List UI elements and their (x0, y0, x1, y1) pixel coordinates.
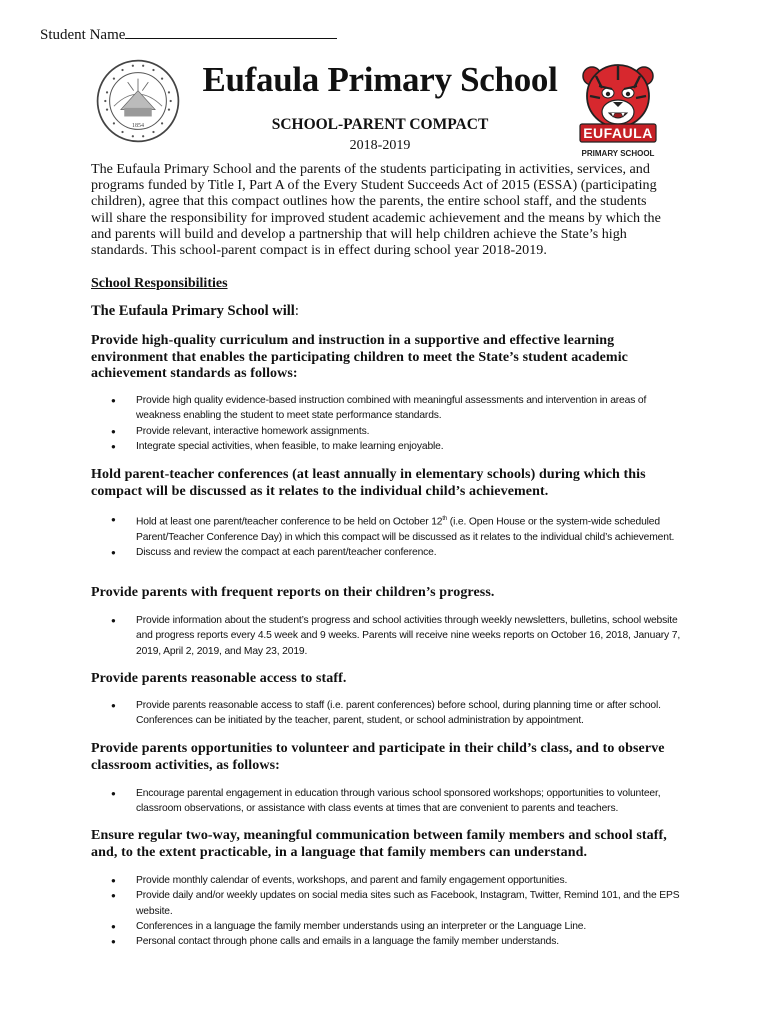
state-department-seal-icon (95, 58, 181, 144)
list-item-text: Hold at least one parent/teacher conference to be held on October 12 (136, 516, 443, 528)
list-item: ● Provide information about the student’s progress and school activities through weekly newsletters, bulletins, school website and progress reports every 4.5 week and 9 weeks. Parents will receive nine weeks reports on October 16, 2018, January 7, 2019, April 2, 2019, and May 23, 2019. (108, 613, 688, 659)
school-will-colon: : (294, 303, 299, 319)
svg-text:1854: 1854 (131, 122, 145, 129)
list-item (108, 512, 688, 545)
list-item: ● Provide monthly calendar of events, workshops, and parent and family engagement opportunities. (108, 873, 688, 888)
bullet-list (108, 613, 688, 659)
list-item: ● Discuss and review the compact at each parent/teacher conference. (108, 545, 688, 560)
section-heading: Provide high-quality curriculum and instruction in a supportive and effective learning environment that enables the participating children to meet the State’s student academic achievement standards as follows: (91, 333, 628, 381)
list-item-text: (i.e. Open House or the system-wide scheduled Parent/Teacher Conference Day) in which this compact will be discussed as it relates to the individual child’s achievement. (136, 516, 675, 543)
section-heading: Provide parents opportunities to volunteer and participate in their child’s class, and to observe classroom activities, as follows: (91, 741, 665, 773)
section-heading: Hold parent-teacher conferences (at least annually in elementary schools) during which this compact will be discussed as it relates to the individual child’s achievement. (91, 467, 646, 499)
bullet-list (108, 786, 688, 817)
svg-text:EUFAULA: EUFAULA (583, 125, 653, 141)
bullet-list (108, 393, 688, 454)
page-title: Eufaula Primary School (202, 60, 558, 99)
document-subtitle: SCHOOL-PARENT COMPACT (271, 116, 489, 133)
intro-paragraph: The Eufaula Primary School and the parents of the students participating in activities, services, and programs funded by Title I, Part A of the Every Student Succeeds Act of 2015 (ESSA) (participating children), agree that this compact outlines how the parents, the entire school staff, and the students will share the responsibility for improved student academic achievement and the means by which the and parents will build and develop a partnership that will help children achieve the State’s high standards. This school-parent compact is in effect during school year 2018-2019. (91, 161, 661, 259)
bullet-list (108, 512, 688, 560)
school-will-heading (91, 303, 299, 320)
list-item: ● Provide high quality evidence-based instruction combined with meaningful assessments and intervention in areas of weakness enabling the student to meet state performance standards. (108, 393, 688, 424)
list-item: ● Personal contact through phone calls and emails in a language the family member understands. (108, 934, 688, 949)
ordinal-suffix: th (442, 516, 448, 522)
section-heading: Provide parents with frequent reports on their children’s progress. (91, 585, 495, 600)
school-will-text: The Eufaula Primary School will (91, 303, 295, 319)
bullet-list (108, 873, 688, 949)
list-item: ● Encourage parental engagement in education through various school sponsored workshops; opportunities to volunteer, classroom observations, or assistance with class events at times that are convenient to parents and teachers. (108, 786, 688, 817)
student-name-blank-line (125, 24, 337, 39)
list-item: ● Provide relevant, interactive homework assignments. (108, 424, 688, 439)
tiger-mascot-logo-icon (578, 60, 658, 160)
section-heading-school-responsibilities: School Responsibilities (91, 276, 228, 291)
student-name-label: Student Name (40, 27, 126, 43)
list-item: ● Integrate special activities, when feasible, to make learning enjoyable. (108, 439, 688, 454)
section-heading: Ensure regular two-way, meaningful communication between family members and school staff, and, to the extent practicable, in a language that family members can understand. (91, 828, 667, 860)
list-item: ● Provide daily and/or weekly updates on social media sites such as Facebook, Instagram, Twitter, Remind 101, and the EPS website. (108, 888, 688, 919)
list-item: ● Conferences in a language the family member understands using an interpreter or the Language Line. (108, 919, 688, 934)
svg-text:PRIMARY SCHOOL: PRIMARY SCHOOL (581, 149, 655, 158)
section-heading: Provide parents reasonable access to staff. (91, 671, 347, 686)
student-name-field (40, 24, 337, 44)
list-item: ● Provide parents reasonable access to staff (i.e. parent conferences) before school, during planning time or after school. Conferences can be initiated by the teacher, parent, student, or school administration by appointment. (108, 698, 688, 729)
bullet-list (108, 698, 688, 729)
school-year: 2018-2019 (349, 138, 411, 153)
